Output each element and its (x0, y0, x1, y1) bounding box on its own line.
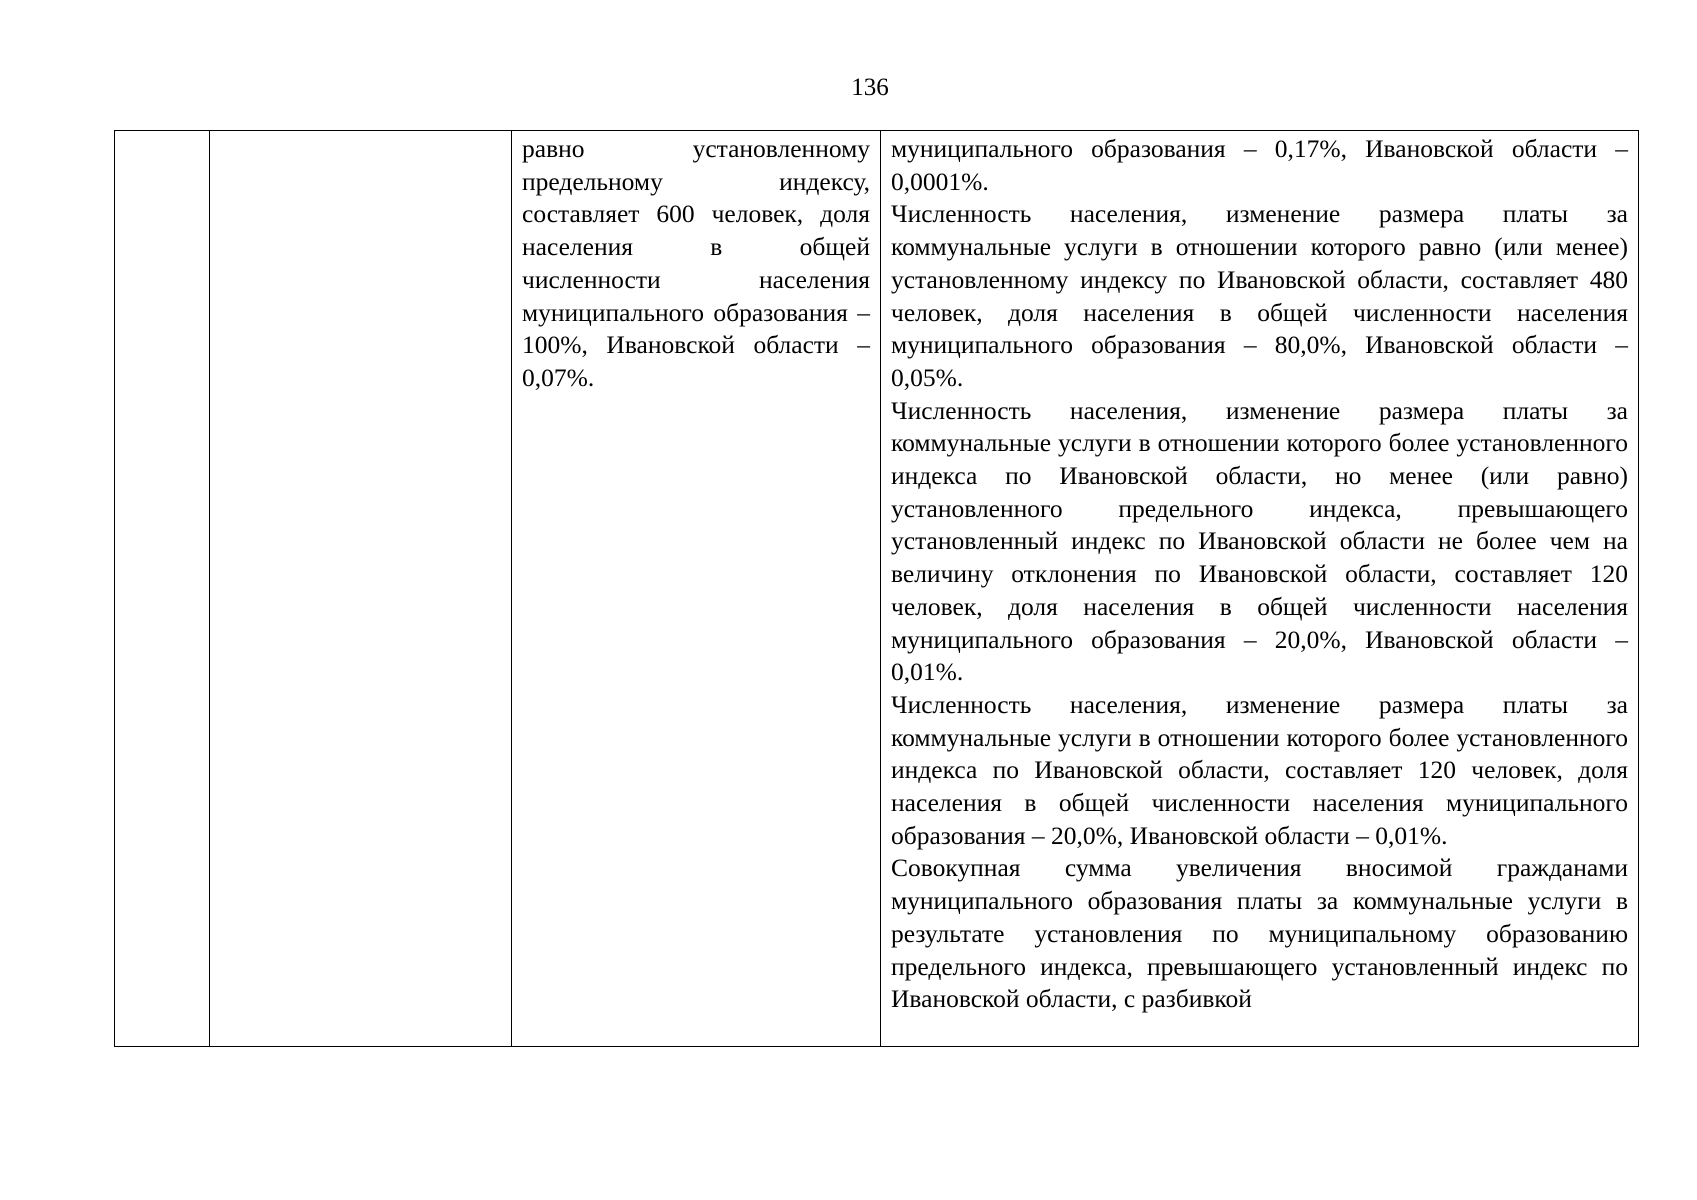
description-paragraph: Численность населения, изменение размера платы за коммунальные услуги в отношении которого равно (или менее) установленному индексу по Ивановской области, составляет 480 человек, доля населения в общей численности населения муниципального образования – 80,0%, Ивановской области – 0,05%. (891, 199, 1628, 392)
description-paragraph: Совокупная сумма увеличения вносимой гражданами муниципального образования платы за коммунальные услуги в результате установления по муниципальному образованию предельного индекса, превышающего установленный индекс по Ивановской области, с разбивкой (891, 853, 1628, 1014)
table-cell-number (115, 131, 210, 1047)
table-cell-name (210, 131, 512, 1047)
table-cell-value (512, 131, 881, 1047)
page-number: 136 (851, 74, 889, 101)
cell-description (881, 131, 1638, 1016)
description-paragraph: Численность населения, изменение размера платы за коммунальные услуги в отношении которого более установленного индекса по Ивановской области, составляет 120 человек, доля населения в общей численности населения муниципального образования – 20,0%, Ивановской области – 0,01%. (891, 689, 1628, 850)
document-table (114, 130, 1639, 1047)
description-paragraph: Численность населения, изменение размера платы за коммунальные услуги в отношении которого более установленного индекса по Ивановской области, но менее (или равно) установленного предельного индекса, превышающего установленный индекс по Ивановской области не более чем на величину отклонения по Ивановской области, составляет 120 человек, доля населения в общей численности населения муниципального образования – 20,0%, Ивановской области – 0,01%. (891, 395, 1628, 687)
description-paragraph: муниципального образования – 0,17%, Ивановской области – 0,0001%. (891, 134, 1628, 196)
cell-value-text: равно установленному предельному индексу, составляет 600 человек, доля населения в общей численности населения муниципального образования – 100%, Ивановской области – 0,07%. (522, 134, 870, 392)
table-cell-description (881, 131, 1639, 1047)
table-row (115, 131, 1639, 1047)
